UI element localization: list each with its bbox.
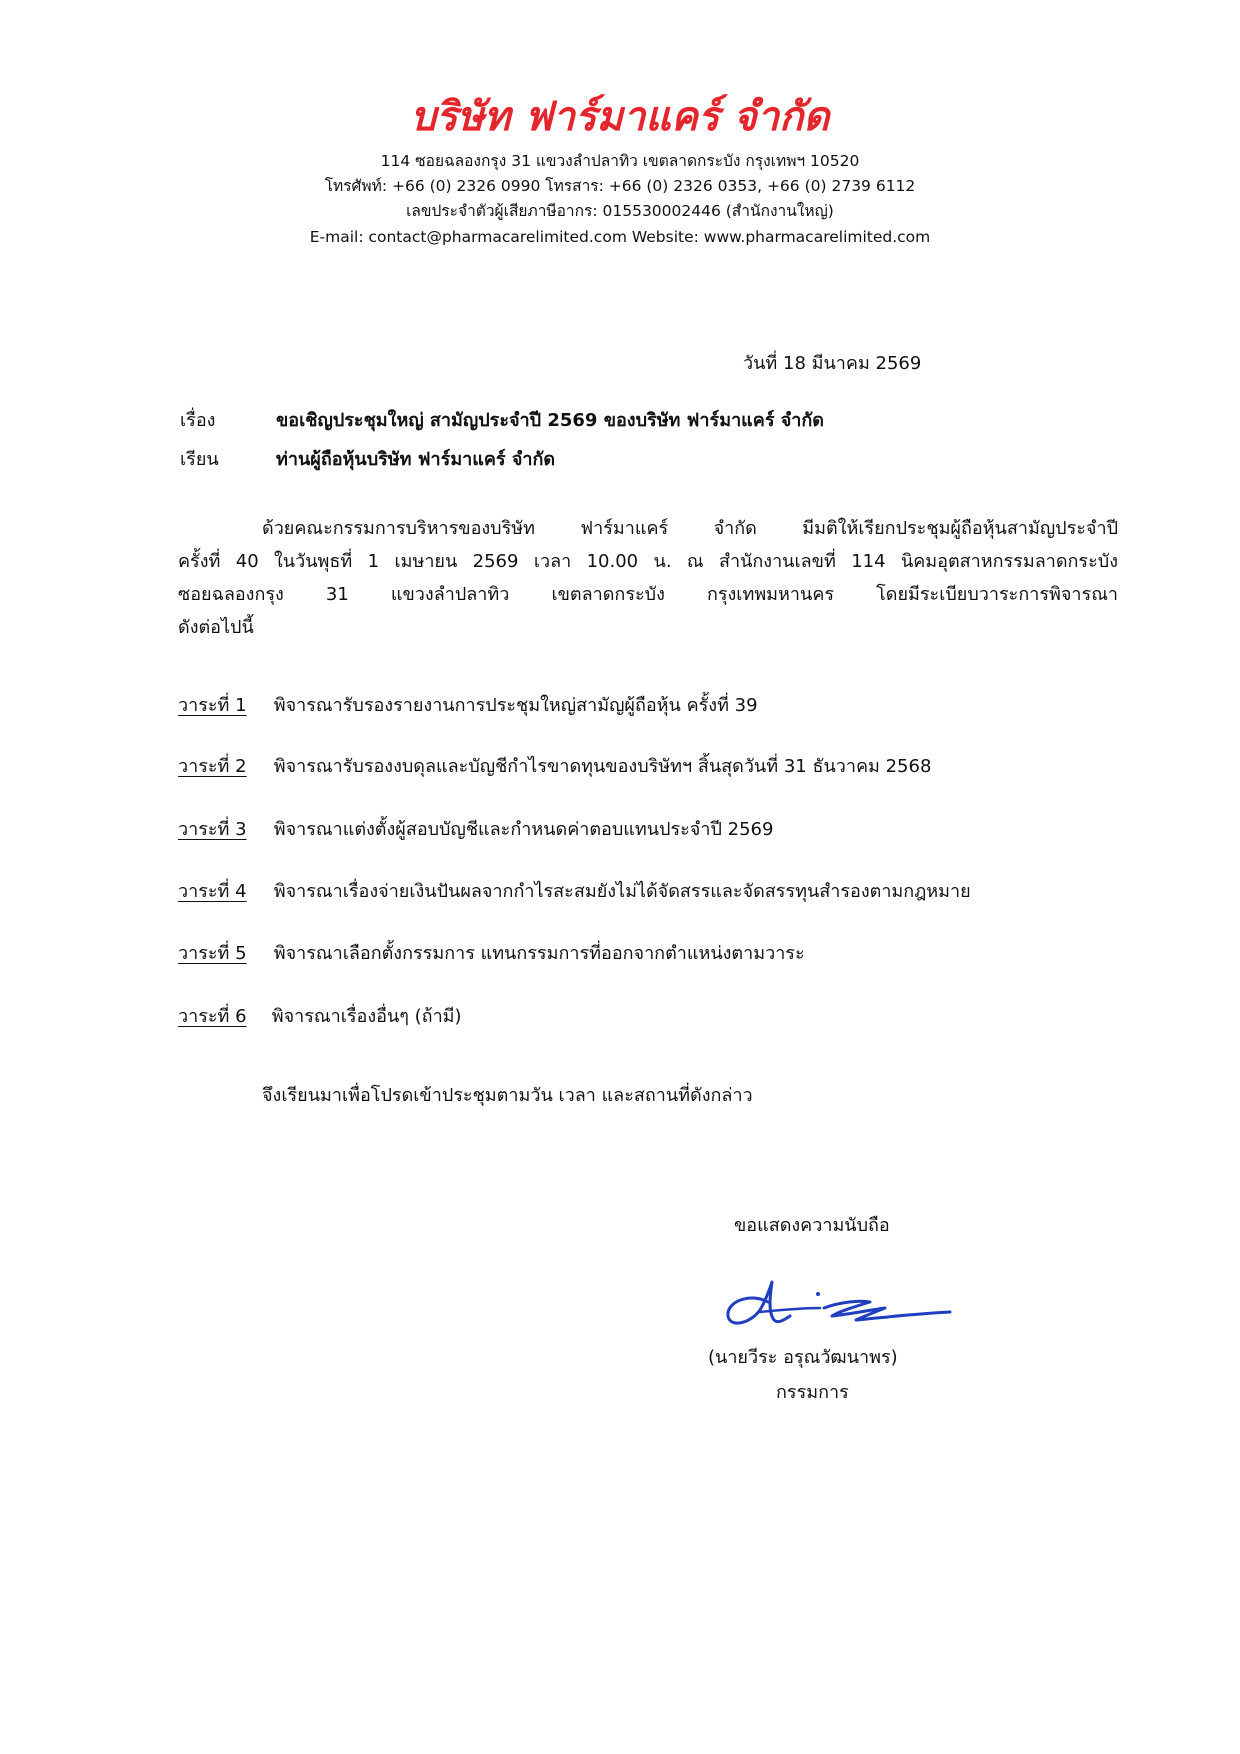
agenda-text: พิจารณาเลือกตั้งกรรมการ แทนกรรมการที่ออกจากตำแหน่งตามวาระ [273,943,805,964]
agenda-text: พิจารณารับรองงบดุลและบัญชีกำไรขาดทุนของบริษัทฯ สิ้นสุดวันที่ 31 ธันวาคม 2568 [273,756,932,777]
agenda-item [178,878,971,906]
intro-line: ดังต่อไปนี้ [178,617,254,638]
agenda-text: พิจารณาเรื่องอื่นๆ (ถ้ามี) [271,1006,462,1027]
company-address: 114 ซอยฉลองกรุง 31 แขวงลำปลาทิว เขตลาดกระบัง กรุงเทพฯ 10520 [380,152,860,170]
subject-text: ขอเชิญประชุมใหญ่ สามัญประจำปี 2569 ของบริษัท ฟาร์มาแคร์ จำกัด [276,410,824,431]
recipient-text: ท่านผู้ถือหุ้นบริษัท ฟาร์มาแคร์ จำกัด [276,449,556,470]
agenda-label: วาระที่ 1 [178,695,247,716]
letter-date: วันที่ 18 มีนาคม 2569 [743,353,922,374]
closing-line: จึงเรียนมาเพื่อโปรดเข้าประชุมตามวัน เวลา และสถานที่ดังกล่าว [262,1085,753,1106]
agenda-text: พิจารณาแต่งตั้งผู้สอบบัญชีและกำหนดค่าตอบแทนประจำปี 2569 [273,819,774,840]
signer-title: กรรมการ [776,1382,849,1403]
signature-image [720,1272,960,1342]
agenda-item [178,1003,462,1031]
agenda-label: วาระที่ 5 [178,943,247,964]
regards-line: ขอแสดงความนับถือ [734,1215,890,1236]
agenda-item [178,692,758,720]
company-tax-id: เลขประจำตัวผู้เสียภาษีอากร: 015530002446 (สำนักงานใหญ่) [406,202,834,220]
signer-name: (นายวีระ อรุณวัฒนาพร) [708,1347,898,1368]
subject-label: เรื่อง [180,410,216,431]
agenda-text: พิจารณารับรองรายงานการประชุมใหญ่สามัญผู้ถือหุ้น ครั้งที่ 39 [273,695,758,716]
company-phone-fax: โทรศัพท์: +66 (0) 2326 0990 โทรสาร: +66 (0) 2326 0353, +66 (0) 2739 6112 [324,177,916,195]
agenda-text: พิจารณาเรื่องจ่ายเงินปันผลจากกำไรสะสมยังไม่ได้จัดสรรและจัดสรรทุนสำรองตามกฎหมาย [273,881,971,902]
agenda-label: วาระที่ 3 [178,819,247,840]
agenda-label: วาระที่ 2 [178,756,247,777]
agenda-item [178,753,931,781]
intro-line: ซอยฉลองกรุง 31 แขวงลำปลาทิว เขตลาดกระบัง กรุงเทพมหานคร โดยมีระเบียบวาระการพิจารณา [178,584,1118,605]
intro-line: ครั้งที่ 40 ในวันพุธที่ 1 เมษายน 2569 เวลา 10.00 น. ณ สำนักงานเลขที่ 114 นิคมอุตสาหกรรมลาดกระบัง [178,551,1118,572]
agenda-item [178,940,805,968]
agenda-item [178,816,773,844]
intro-paragraph [178,512,1118,644]
intro-line: ด้วยคณะกรรมการบริหารของบริษัท ฟาร์มาแคร์ จำกัด มีมติให้เรียกประชุมผู้ถือหุ้นสามัญประจำปี [262,518,1118,539]
agenda-label: วาระที่ 6 [178,1006,247,1027]
company-contact: E-mail: contact@pharmacarelimited.com Website: www.pharmacarelimited.com [309,228,931,246]
recipient-label: เรียน [180,449,219,470]
company-name: บริษัท ฟาร์มาแคร์ จำกัด [410,93,830,140]
agenda-label: วาระที่ 4 [178,881,247,902]
